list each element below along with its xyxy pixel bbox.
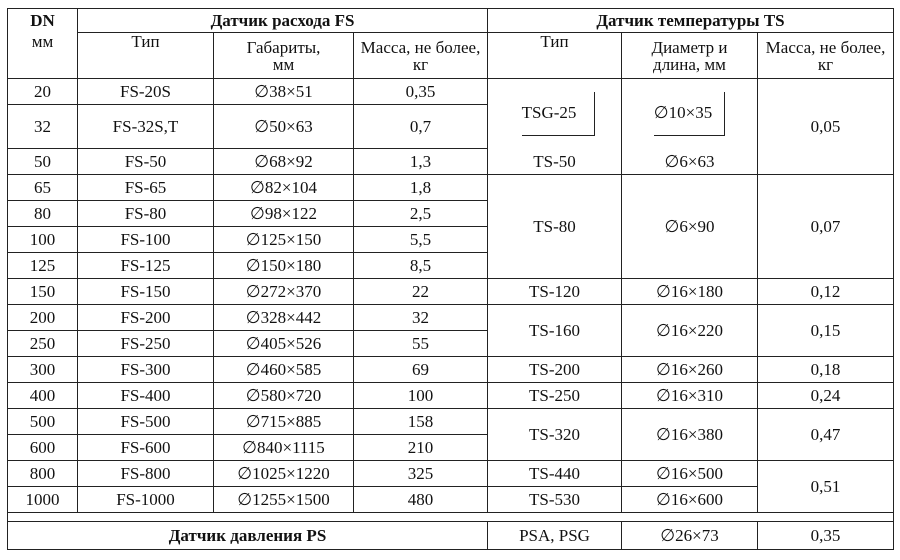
- table-row: [8, 279, 894, 305]
- tsg25-dims-frame: [654, 92, 725, 136]
- cell-fs-mass: 0,35: [354, 79, 488, 105]
- cell-ts-type: TS-160: [488, 305, 622, 357]
- cell-ts-type: TS-320: [488, 409, 622, 461]
- header-row-groups: [8, 9, 894, 33]
- cell-fs-dims: ∅82×104: [214, 175, 354, 201]
- cell-fs-type: FS-65: [78, 175, 214, 201]
- cell-ts-dims: ∅16×220: [622, 305, 758, 357]
- tsg25-dims-label: ∅10×35: [653, 102, 713, 122]
- header-fs-type: Тип: [78, 33, 214, 79]
- cell-ts-mass-c: 0,51: [758, 461, 894, 513]
- table-spacer: [8, 513, 894, 522]
- header-dn: DN: [8, 9, 78, 33]
- cell-fs-mass: 325: [354, 461, 488, 487]
- cell-ts-dims: ∅16×180: [622, 279, 758, 305]
- header-dn-unit: мм: [8, 33, 78, 79]
- cell-fs-dims: ∅328×442: [214, 305, 354, 331]
- cell-ts-type: TS-200: [488, 357, 622, 383]
- cell-ts-type-tsg25: [488, 79, 622, 149]
- cell-dn: 600: [8, 435, 78, 461]
- cell-fs-dims: ∅1255×1500: [214, 487, 354, 513]
- cell-dn: 32: [8, 105, 78, 149]
- tsg25-type-label: TSG-25: [521, 102, 577, 122]
- cell-ts-dims: ∅16×600: [622, 487, 758, 513]
- table-row: [8, 357, 894, 383]
- cell-fs-dims: ∅460×585: [214, 357, 354, 383]
- footer-row-pressure: [8, 522, 894, 550]
- cell-ts-dims: ∅6×90: [622, 175, 758, 279]
- cell-ts-dims: ∅6×63: [622, 149, 758, 175]
- cell-dn: 800: [8, 461, 78, 487]
- cell-dn: 50: [8, 149, 78, 175]
- table-row: [8, 305, 894, 331]
- cell-dn: 400: [8, 383, 78, 409]
- cell-ts-dims-tsg25: [622, 79, 758, 149]
- cell-fs-mass: 1,3: [354, 149, 488, 175]
- header-ts-mass: Масса, не более, кг: [758, 33, 894, 79]
- header-ts-group: Датчик температуры TS: [488, 9, 894, 33]
- cell-ts-dims: ∅16×500: [622, 461, 758, 487]
- header-ts-type: Тип: [488, 33, 622, 79]
- cell-ts-type: TS-80: [488, 175, 622, 279]
- cell-ts-mass-a: 0,05: [758, 79, 894, 175]
- cell-fs-mass: 100: [354, 383, 488, 409]
- cell-fs-dims: ∅98×122: [214, 201, 354, 227]
- cell-ts-type: TS-440: [488, 461, 622, 487]
- cell-fs-mass: 210: [354, 435, 488, 461]
- cell-fs-dims: ∅840×1115: [214, 435, 354, 461]
- cell-fs-dims: ∅580×720: [214, 383, 354, 409]
- cell-fs-type: FS-400: [78, 383, 214, 409]
- cell-dn: 20: [8, 79, 78, 105]
- cell-dn: 80: [8, 201, 78, 227]
- cell-dn: 250: [8, 331, 78, 357]
- cell-fs-type: FS-1000: [78, 487, 214, 513]
- table-row: [8, 175, 894, 201]
- cell-fs-type: FS-32S,T: [78, 105, 214, 149]
- cell-dn: 1000: [8, 487, 78, 513]
- cell-fs-type: FS-50: [78, 149, 214, 175]
- cell-fs-type: FS-150: [78, 279, 214, 305]
- cell-dn: 65: [8, 175, 78, 201]
- header-fs-dims: Габариты, мм: [214, 33, 354, 79]
- table-row: [8, 383, 894, 409]
- cell-fs-dims: ∅1025×1220: [214, 461, 354, 487]
- cell-fs-mass: 2,5: [354, 201, 488, 227]
- cell-ts-mass: 0,12: [758, 279, 894, 305]
- table-spacer-row: [8, 513, 894, 522]
- cell-fs-mass: 5,5: [354, 227, 488, 253]
- cell-ts-mass-b: 0,07: [758, 175, 894, 279]
- cell-ts-type: TS-50: [488, 149, 622, 175]
- cell-dn: 125: [8, 253, 78, 279]
- cell-fs-type: FS-20S: [78, 79, 214, 105]
- cell-ts-type: TS-530: [488, 487, 622, 513]
- table-row: [8, 461, 894, 487]
- cell-fs-type: FS-250: [78, 331, 214, 357]
- cell-ts-type: TS-250: [488, 383, 622, 409]
- table-row: [8, 409, 894, 435]
- cell-fs-mass: 32: [354, 305, 488, 331]
- cell-fs-dims: ∅405×526: [214, 331, 354, 357]
- cell-fs-type: FS-300: [78, 357, 214, 383]
- header-fs-group: Датчик расхода FS: [78, 9, 488, 33]
- header-row-columns: [8, 33, 894, 79]
- cell-fs-mass: 22: [354, 279, 488, 305]
- cell-dn: 200: [8, 305, 78, 331]
- cell-fs-dims: ∅715×885: [214, 409, 354, 435]
- cell-fs-type: FS-600: [78, 435, 214, 461]
- cell-fs-type: FS-100: [78, 227, 214, 253]
- cell-fs-dims: ∅125×150: [214, 227, 354, 253]
- cell-fs-mass: 69: [354, 357, 488, 383]
- cell-fs-dims: ∅50×63: [214, 105, 354, 149]
- cell-fs-dims: ∅68×92: [214, 149, 354, 175]
- cell-dn: 100: [8, 227, 78, 253]
- cell-ts-dims: ∅16×310: [622, 383, 758, 409]
- tsg25-frame: [522, 92, 596, 136]
- cell-fs-mass: 480: [354, 487, 488, 513]
- cell-fs-mass: 55: [354, 331, 488, 357]
- cell-dn: 300: [8, 357, 78, 383]
- cell-ts-mass: 0,18: [758, 357, 894, 383]
- footer-ps-type: PSA, PSG: [488, 522, 622, 550]
- cell-ts-mass: 0,24: [758, 383, 894, 409]
- cell-dn: 150: [8, 279, 78, 305]
- cell-fs-mass: 0,7: [354, 105, 488, 149]
- cell-fs-mass: 8,5: [354, 253, 488, 279]
- cell-ts-dims: ∅16×380: [622, 409, 758, 461]
- cell-fs-dims: ∅272×370: [214, 279, 354, 305]
- cell-fs-mass: 158: [354, 409, 488, 435]
- footer-ps-dims: ∅26×73: [622, 522, 758, 550]
- cell-fs-type: FS-125: [78, 253, 214, 279]
- cell-fs-type: FS-200: [78, 305, 214, 331]
- cell-ts-type: TS-120: [488, 279, 622, 305]
- spec-table-container: [7, 8, 893, 550]
- cell-ts-mass: 0,47: [758, 409, 894, 461]
- table-row: [8, 79, 894, 105]
- cell-fs-dims: ∅150×180: [214, 253, 354, 279]
- footer-ps-mass: 0,35: [758, 522, 894, 550]
- sensor-spec-table: [7, 8, 894, 550]
- cell-fs-mass: 1,8: [354, 175, 488, 201]
- cell-dn: 500: [8, 409, 78, 435]
- cell-ts-mass: 0,15: [758, 305, 894, 357]
- header-ts-dims: Диаметр и длина, мм: [622, 33, 758, 79]
- cell-fs-type: FS-80: [78, 201, 214, 227]
- footer-ps-label: Датчик давления PS: [8, 522, 488, 550]
- cell-ts-dims: ∅16×260: [622, 357, 758, 383]
- header-fs-mass: Масса, не более, кг: [354, 33, 488, 79]
- cell-fs-dims: ∅38×51: [214, 79, 354, 105]
- cell-fs-type: FS-500: [78, 409, 214, 435]
- cell-fs-type: FS-800: [78, 461, 214, 487]
